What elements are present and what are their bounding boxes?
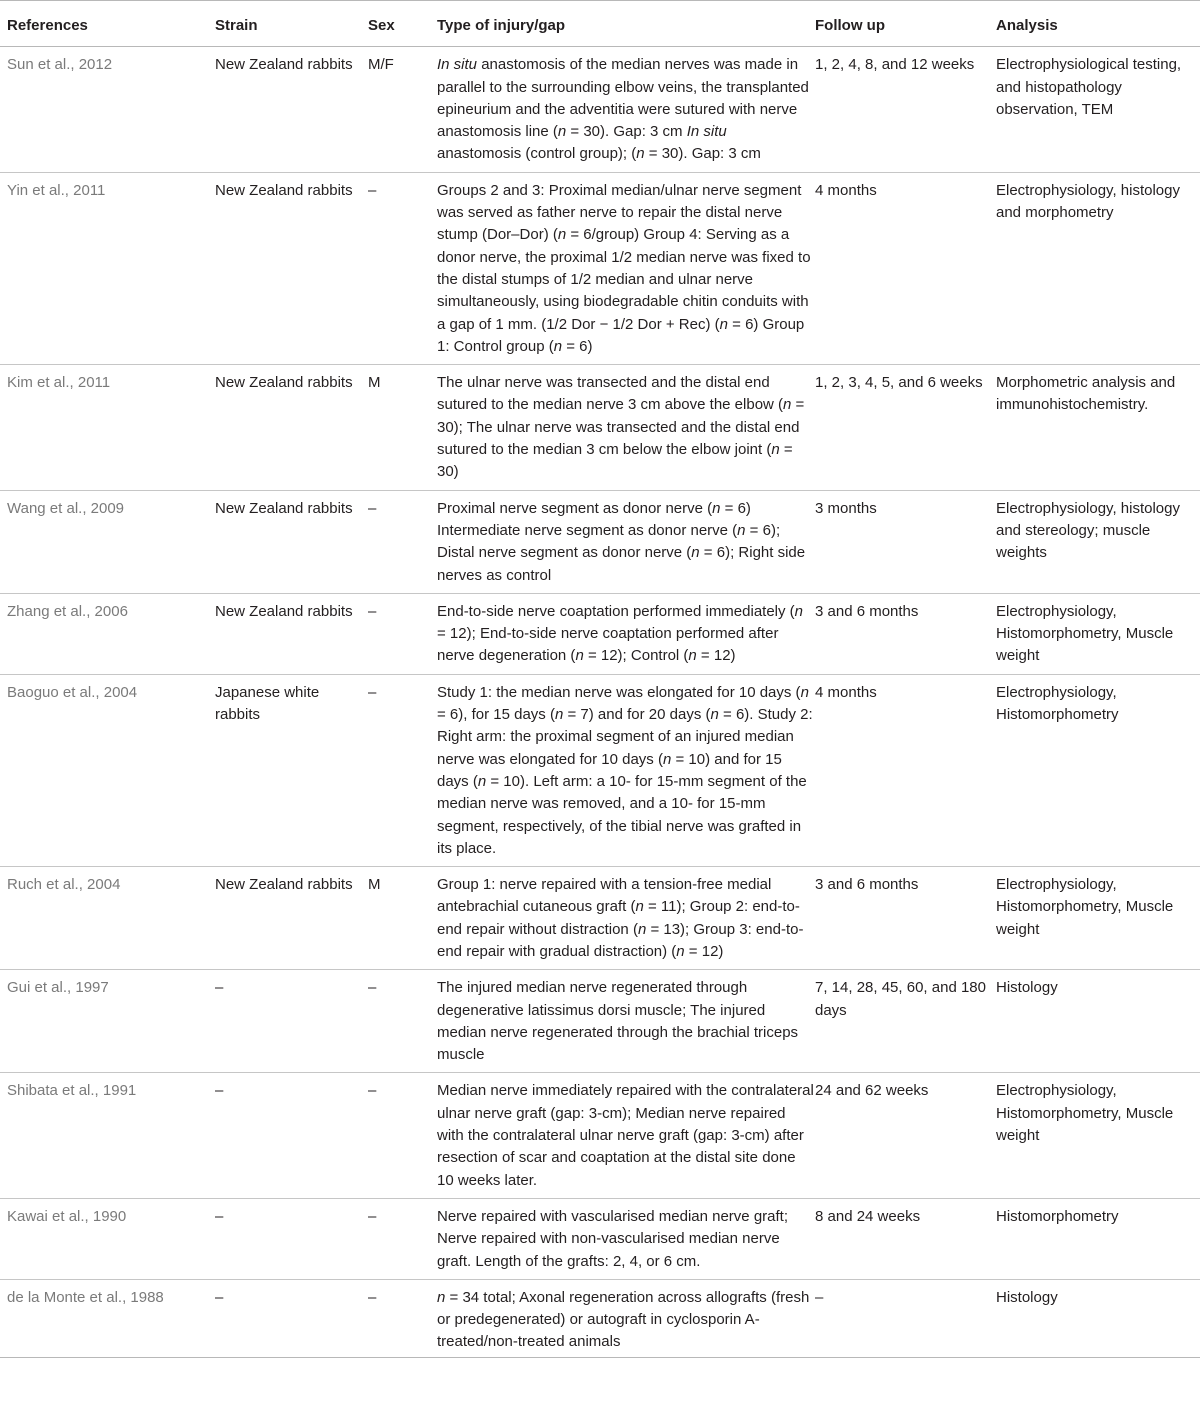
column-header-follow-up: Follow up <box>815 1 996 47</box>
reference-cell: Gui et al., 1997 <box>0 970 215 1073</box>
injury-text: = 12); End-to-side nerve coaptation performed after nerve degeneration ( <box>437 625 779 665</box>
strain-cell: – <box>215 1279 368 1357</box>
table-row <box>0 490 1200 593</box>
strain-cell: New Zealand rabbits <box>215 593 368 674</box>
reference-cell: Yin et al., 2011 <box>0 172 215 364</box>
sex-cell: M/F <box>368 47 437 172</box>
injury-cell <box>437 674 815 866</box>
injury-text: = 34 total; Axonal regeneration across allografts (fresh or predegenerated) or autograft in cyclosporin A-treated/non-treated animals <box>437 1288 810 1351</box>
reference-cell: Kim et al., 2011 <box>0 365 215 490</box>
follow-up-cell: 3 months <box>815 490 996 593</box>
table-body <box>0 47 1200 1357</box>
follow-up-cell: 3 and 6 months <box>815 867 996 970</box>
injury-text: The ulnar nerve was transected and the distal end sutured to the median nerve 3 cm above the elbow ( <box>437 374 784 414</box>
injury-cell <box>437 970 815 1073</box>
injury-text: = 11); Group 2: end-to-end repair without distraction ( <box>437 898 800 938</box>
injury-text: n <box>557 123 567 141</box>
analysis-cell: Electrophysiological testing, and histopathology observation, TEM <box>996 47 1200 172</box>
injury-text: End-to-side nerve coaptation performed immediately ( <box>437 602 795 620</box>
sex-cell: – <box>368 593 437 674</box>
injury-text: n <box>553 337 563 355</box>
injury-text: n <box>676 942 685 960</box>
reference-cell: Sun et al., 2012 <box>0 47 215 172</box>
strain-cell: New Zealand rabbits <box>215 867 368 970</box>
analysis-cell: Electrophysiology, Histomorphometry, Muscle weight <box>996 593 1200 674</box>
table-row <box>0 365 1200 490</box>
sex-cell: – <box>368 490 437 593</box>
strain-cell: – <box>215 1198 368 1279</box>
follow-up-cell: 1, 2, 4, 8, and 12 weeks <box>815 47 996 172</box>
injury-text: = 6). Study 2: Right arm: the proximal segment of an injured median nerve was elongated for 10 days ( <box>437 706 813 768</box>
injury-text: n <box>771 441 780 459</box>
table-row <box>0 674 1200 866</box>
injury-text: n <box>688 647 697 665</box>
strain-cell: New Zealand rabbits <box>215 47 368 172</box>
analysis-cell: Electrophysiology, histology and morphometry <box>996 172 1200 364</box>
sex-cell: M <box>368 867 437 970</box>
injury-text: = 6/group) Group 4: Serving as a donor nerve, the proximal 1/2 median nerve was fixed to the distal stumps of 1/2 median and ulnar nerve simultaneously, using biodegradable chitin conduits with a gap of 1 mm. (1/2 Dor − 1/2 Dor + Rec) ( <box>437 226 811 333</box>
injury-text: n <box>710 706 719 724</box>
table-row <box>0 47 1200 172</box>
injury-text: Groups 2 and 3: Proximal median/ulnar nerve segment was served as father nerve to repair the distal nerve stump (Dor–Dor) ( <box>437 181 802 244</box>
analysis-cell: Electrophysiology, histology and stereology; muscle weights <box>996 490 1200 593</box>
table-row <box>0 172 1200 364</box>
header-row <box>0 1 1200 47</box>
sex-cell: – <box>368 674 437 866</box>
column-header-injury: Type of injury/gap <box>437 1 815 47</box>
column-header-analysis: Analysis <box>996 1 1200 47</box>
injury-text: = 30). Gap: 3 cm <box>566 123 687 141</box>
injury-cell <box>437 593 815 674</box>
sex-cell: – <box>368 1279 437 1357</box>
injury-text: Proximal nerve segment as donor nerve ( <box>437 499 713 517</box>
injury-cell <box>437 1198 815 1279</box>
injury-text: = 6) Intermediate nerve segment as donor nerve ( <box>437 499 751 539</box>
table-row <box>0 1279 1200 1357</box>
analysis-cell: Histology <box>996 1279 1200 1357</box>
injury-text: n <box>557 226 567 244</box>
column-header-references: References <box>0 1 215 47</box>
injury-text: n <box>662 750 672 768</box>
injury-text: = 6); Distal nerve segment as donor nerve ( <box>437 521 781 562</box>
table-row <box>0 1073 1200 1198</box>
injury-text: = 6) Group 1: Control group ( <box>437 315 805 355</box>
injury-text: n <box>783 396 792 414</box>
injury-text: Median nerve immediately repaired with the contralateral ulnar nerve graft (gap: 3-cm); Median nerve repaired with the contralateral ulnar nerve graft (gap: 3-cm) after resection of scar and coaptation at the distal site done 10 weeks later. <box>437 1082 814 1189</box>
injury-text: In situ <box>437 56 478 74</box>
follow-up-cell: 1, 2, 3, 4, 5, and 6 weeks <box>815 365 996 490</box>
strain-cell: New Zealand rabbits <box>215 172 368 364</box>
follow-up-cell: 3 and 6 months <box>815 593 996 674</box>
injury-cell <box>437 1279 815 1357</box>
injury-text: n <box>635 898 644 916</box>
follow-up-cell: 8 and 24 weeks <box>815 1198 996 1279</box>
reference-cell: Shibata et al., 1991 <box>0 1073 215 1198</box>
injury-text: In situ <box>686 123 727 141</box>
injury-text: n <box>575 647 584 665</box>
injury-text: n <box>437 1288 446 1306</box>
injury-text: n <box>636 145 645 163</box>
injury-text: = 12) <box>696 647 736 665</box>
injury-text: = 6), for 15 days ( <box>437 706 555 724</box>
strain-cell: – <box>215 1073 368 1198</box>
column-header-strain: Strain <box>215 1 368 47</box>
injury-cell <box>437 867 815 970</box>
strain-cell: New Zealand rabbits <box>215 365 368 490</box>
injury-text: n <box>712 499 721 517</box>
injury-text: Study 1: the median nerve was elongated for 10 days ( <box>437 683 801 701</box>
analysis-cell: Histology <box>996 970 1200 1073</box>
injury-text: The injured median nerve regenerated through degenerative latissimus dorsi muscle; The injured median nerve regenerated through the brachial triceps muscle <box>437 979 799 1064</box>
reference-cell: Zhang et al., 2006 <box>0 593 215 674</box>
injury-text: = 10) and for 15 days ( <box>437 750 782 790</box>
injury-cell <box>437 490 815 593</box>
reference-cell: Ruch et al., 2004 <box>0 867 215 970</box>
table-row <box>0 1198 1200 1279</box>
strain-cell: New Zealand rabbits <box>215 490 368 593</box>
injury-text: = 12); Control ( <box>583 647 689 665</box>
injury-cell <box>437 365 815 490</box>
injury-text: = 30); The ulnar nerve was transected and the distal end sutured to the median 3 cm below the elbow joint ( <box>437 396 805 459</box>
injury-text: Group 1: nerve repaired with a tension-free medial antebrachial cutaneous graft ( <box>437 876 772 916</box>
follow-up-cell: 4 months <box>815 172 996 364</box>
analysis-cell: Electrophysiology, Histomorphometry, Muscle weight <box>996 1073 1200 1198</box>
sex-cell: – <box>368 1198 437 1279</box>
sex-cell: – <box>368 1073 437 1198</box>
injury-text: = 30) <box>437 441 793 481</box>
table-row <box>0 867 1200 970</box>
follow-up-cell: 4 months <box>815 674 996 866</box>
strain-cell: – <box>215 970 368 1073</box>
table-row <box>0 593 1200 674</box>
injury-text: anastomosis of the median nerves was made in parallel to the surrounding elbow veins, the transplanted epineurium and the adventitia were sutured with nerve anastomosis line ( <box>437 56 809 141</box>
injury-text: n <box>637 920 647 938</box>
reference-cell: Baoguo et al., 2004 <box>0 674 215 866</box>
analysis-cell: Electrophysiology, Histomorphometry <box>996 674 1200 866</box>
injury-text: n <box>719 315 728 333</box>
injury-text: = 10). Left arm: a 10- for 15-mm segment of the median nerve was removed, and a 10- for 15-mm segment, respectively, of the tibial nerve was grafted in its place. <box>437 772 807 857</box>
reference-cell: Kawai et al., 1990 <box>0 1198 215 1279</box>
injury-text: = 7) and for 20 days ( <box>563 706 711 724</box>
injury-text: Nerve repaired with vascularised median nerve graft; Nerve repaired with non-vascularised median nerve graft. Length of the grafts: 2, 4, or 6 cm. <box>437 1207 788 1270</box>
injury-cell <box>437 172 815 364</box>
sex-cell: M <box>368 365 437 490</box>
injury-text: anastomosis (control group); ( <box>437 145 637 163</box>
strain-cell: Japanese white rabbits <box>215 674 368 866</box>
injury-text: n <box>800 683 809 701</box>
injury-text: n <box>477 772 487 790</box>
analysis-cell: Morphometric analysis and immunohistochemistry. <box>996 365 1200 490</box>
injury-text: n <box>691 544 700 562</box>
follow-up-cell: 24 and 62 weeks <box>815 1073 996 1198</box>
analysis-cell: Histomorphometry <box>996 1198 1200 1279</box>
table-row <box>0 970 1200 1073</box>
injury-text: n <box>554 706 564 724</box>
follow-up-cell: – <box>815 1279 996 1357</box>
injury-text: = 12) <box>684 942 724 960</box>
sex-cell: – <box>368 172 437 364</box>
sex-cell: – <box>368 970 437 1073</box>
injury-text: = 30). Gap: 3 cm <box>644 145 761 163</box>
reference-cell: Wang et al., 2009 <box>0 490 215 593</box>
injury-cell <box>437 1073 815 1198</box>
injury-cell <box>437 47 815 172</box>
injury-text: = 13); Group 3: end-to-end repair with gradual distraction) ( <box>437 920 804 960</box>
column-header-sex: Sex <box>368 1 437 47</box>
follow-up-cell: 7, 14, 28, 45, 60, and 180 days <box>815 970 996 1073</box>
injury-text: n <box>737 521 746 539</box>
analysis-cell: Electrophysiology, Histomorphometry, Muscle weight <box>996 867 1200 970</box>
injury-text: = 6) <box>562 337 593 355</box>
reference-cell: de la Monte et al., 1988 <box>0 1279 215 1357</box>
injury-text: n <box>794 602 804 620</box>
injury-text: = 6); Right side nerves as control <box>437 544 806 584</box>
